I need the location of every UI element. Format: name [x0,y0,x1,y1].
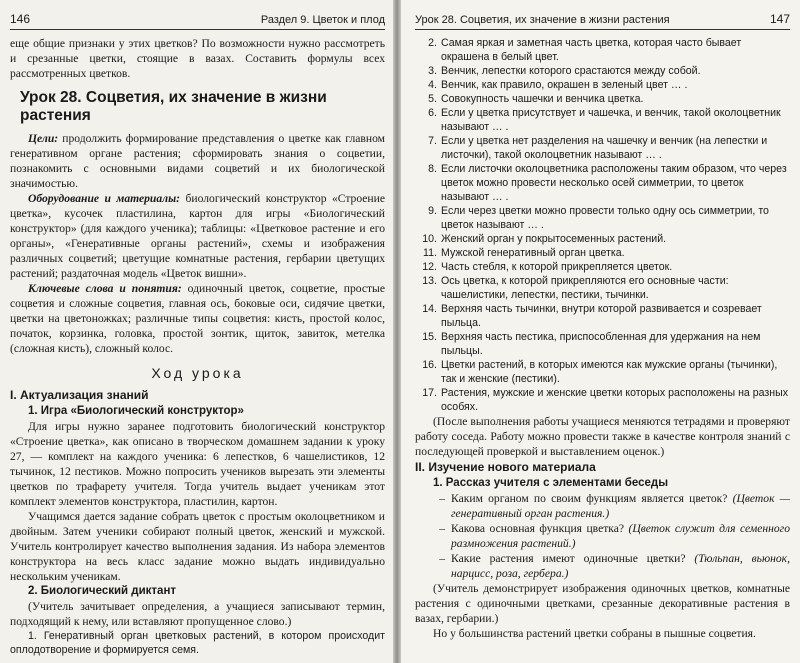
list-item: 7. Если у цветка нет разделения на чашечку и венчик (на лепестки и листочки), такой околоцветник называют … . [428,135,768,161]
left-page-number: 146 [10,12,31,26]
list-item: 14. Верхняя часть тычинки, внутри которой развивается и созревает пыльца. [422,303,762,329]
right-running-title: Урок 28. Соцветия, их значение в жизни растения [415,14,670,26]
equipment-label: Оборудование и материалы: [28,192,181,205]
right-page-number: 147 [769,12,790,26]
list-item: 11. Мужской генеративный орган цветка. [423,247,625,259]
left-running-title: Раздел 9. Цветок и плод [260,14,385,26]
book-gutter [393,0,401,663]
lesson-title: Урок 28. Соцветия, их значение в жизни растения [20,89,327,124]
list-item: 17. Растения, мужские и женские цветки которых расположены на разных особях. [422,387,789,413]
dialog-line-1: – Каким органом по своим функциям является цветок? (Цветок — генеративный орган растения.) [439,492,791,520]
goals-label: Цели: [28,132,59,145]
game-heading: 1. Игра «Биологический конструктор» [28,405,244,417]
list-item: 16. Цветки растений, в которых имеются как мужские органы (тычинки), так и женские (пестики). [422,359,778,385]
game-paragraph-1: Для игры нужно заранее подготовить биологический конструктор «Строение цветка», как описано в творческом домашнем задании к уроку 27, — комплект на каждого ученика: 6 лепестков, 6 чашелистиков, 12 тычинок, 12 пестиков. Можно попросить учеников вырезать эти элементы цветков по трафарету учителя. Тогда учитель выдает ученикам этот комплект элементов конструктора, пластилин, картон. [10,420,385,508]
list-item: 2. Самая яркая и заметная часть цветка, которая часто бывает окрашена в белый цвет. [428,37,742,63]
intro-paragraph: еще общие признаки у этих цветков? По возможности нужно рассмотреть и срезанные цветки, стоящие в вазах. Составить формулы всех рассмотренных цветков. [10,37,385,80]
keywords-paragraph [10,281,385,356]
equipment-paragraph [10,191,385,281]
list-item: 9. Если через цветки можно провести только одну ось симметрии, то цветок называют … . [428,205,769,231]
list-item: 4. Венчик, как правило, окрашен в зеленый цвет … . [428,79,688,91]
dictation-intro: (Учитель зачитывает определения, а учащиеся записывают термин, подходящий к нему, или вставляют пропущенное слово.) [10,600,385,628]
question-3: Какие растения имеют одиночные цветки? [451,552,695,565]
list-item: 15. Верхняя часть пестика, приспособленная для удержания на нем пыльцы. [422,331,761,357]
right-page [401,0,800,663]
list-item: 6. Если у цветка присутствует и чашечка, и венчик, такой околоцветник называют … . [428,107,781,133]
list-item: 13. Ось цветка, к которой прикрепляются его основные части: чашелистики, лепестки, пестики, тычинки. [422,275,729,301]
list-item: 3. Венчик, лепестки которого срастаются между собой. [428,65,701,77]
lesson-progress-heading: Ход урока [151,365,244,381]
keywords-text: одиночный цветок, соцветие, простые соцветия и сложные соцветия, главная ось, боковые оси, сидячие цветки, цветки на цветоножках; различные типы соцветия: кисть, простой колос, початок, корзинка, головка, простой зонтик, щиток, завиток, метелка (сложная кисть), сложный колос. [10,282,385,355]
list-item: 5. Совокупность чашечки и венчика цветка. [428,93,644,105]
answer-2: (Цветок служит для семенного размножения растений.) [451,522,790,550]
section-2-heading: II. Изучение нового материала [415,460,596,474]
dialog-line-3: – Какие растения имеют одиночные цветки? (Тюльпан, вьюнок, нарцисс, роза, гербера.) [439,552,790,580]
section-1-heading: I. Актуализация знаний [10,388,149,402]
right-running-head [415,12,790,30]
goals-paragraph [10,131,385,191]
answer-3: (Тюльпан, вьюнок, нарцисс, роза, гербера.) [451,552,790,580]
question-1: Каким органом по своим функциям является цветок? [451,492,733,505]
left-page [0,0,393,663]
equipment-text: биологический конструктор «Строение цветка», кусочек пластилина, картон для игры «Биологический конструктор» (для каждого ученика); таблицы: «Цветковое растение и его органы», «Генеративные органы растений», схемы и изображения различных соцветий; цветущие комнатные растения, гербарии цветущих растений; раздаточная модель «Цветок вишни». [10,192,385,280]
demo-paragraph: (Учитель демонстрирует изображения одиночных цветков, комнатные растения с одиночными цветками, срезанные декоративные растения в вазах, гербарии.) [415,582,790,625]
dictation-item-1: 1. Генеративный орган цветковых растений, в котором происходит оплодотворение и формируется семя. [10,630,385,656]
answer-1: (Цветок — генеративный орган растения.) [451,492,791,520]
dialog-line-2: – Какова основная функция цветка? (Цветок служит для семенного размножения растений.) [439,522,790,550]
game-paragraph-2: Учащимся дается задание собрать цветок с простым околоцветником и двойным. Затем ученики собирают полный цветок, женский и мужской. Учитель контролирует качество выполнения задания. Из набора элементов конструктора на весь класс задание можно выдать индивидуально нескольким ученикам. [10,510,385,583]
list-item: 10. Женский орган у покрытосеменных растений. [422,233,667,245]
left-running-head [10,12,385,30]
keywords-label: Ключевые слова и понятия: [28,282,182,295]
story-heading: 1. Рассказ учителя с элементами беседы [433,477,669,489]
dictation-heading: 2. Биологический диктант [28,585,177,597]
list-item: 8. Если листочки околоцветника расположены таким образом, что через цветок можно провести несколько осей симметрии, то цветок называют … . [428,163,787,203]
after-work-paragraph: (После выполнения работы учащиеся меняются тетрадями и проверяют работу соседа. Работу можно провести также в качестве контроля знаний с последующей проверкой и выставлением оценок.) [415,415,790,458]
dictation-list [415,36,790,414]
question-2: Какова основная функция цветка? [451,522,629,535]
list-item: 12. Часть стебля, к которой прикрепляется цветок. [422,261,673,273]
closing-paragraph: Но у большинства растений цветки собраны в пышные соцветия. [433,627,756,640]
goals-text: продолжить формирование представления о цветке как главном генеративном органе растения; сформировать знания о соцветии, познакомить с основными видами соцветий и их биологической значимостью. [10,132,385,190]
